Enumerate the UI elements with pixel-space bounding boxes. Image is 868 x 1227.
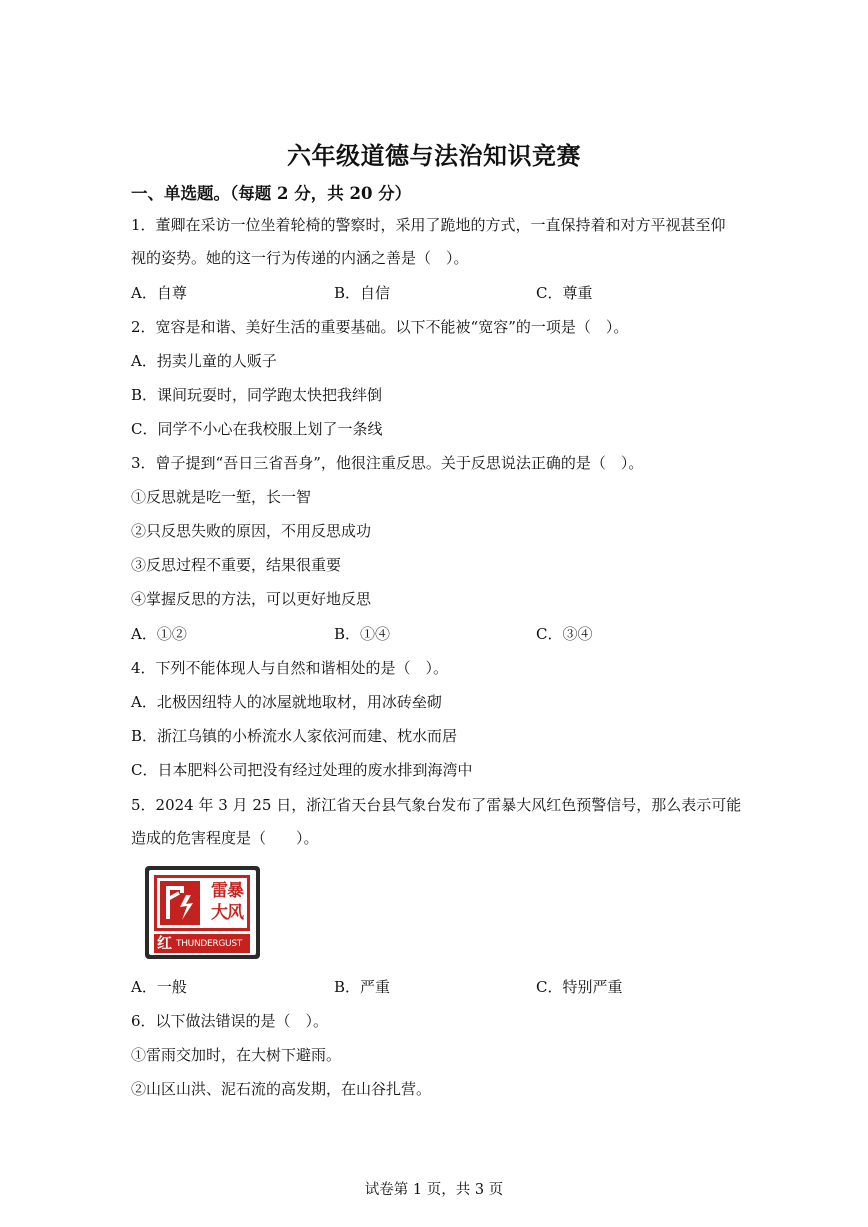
q3-option-c: C．③④: [536, 625, 593, 643]
q4-option-c: C．日本肥料公司把没有经过处理的废水排到海湾中: [131, 761, 473, 779]
sign-english-text: THUNDERGUST: [176, 939, 242, 949]
sign-bottom-band: [154, 934, 250, 953]
page-footer: 试卷第 1 页，共 3 页: [364, 1182, 504, 1198]
q5-stem-line1: 5．2024 年 3 月 25 日，浙江省天台县气象台发布了雷暴大风红色预警信号，那么表示可能: [131, 796, 742, 814]
thunder-gust-warning-sign: [145, 866, 260, 959]
q5-option-b: B．严重: [334, 978, 391, 996]
q2-stem: 2．宽容是和谐、美好生活的重要基础。以下不能被“宽容”的一项是（ ）。: [131, 318, 629, 336]
q6-stem: 6．以下做法错误的是（ ）。: [131, 1012, 329, 1030]
section-heading: 一、单选题。（每题 2 分，共 20 分）: [131, 184, 412, 203]
sign-top-frame: [154, 875, 250, 931]
q2-option-c: C．同学不小心在我校服上划了一条线: [131, 420, 383, 438]
q3-statement-4: ④掌握反思的方法，可以更好地反思: [131, 590, 372, 608]
q5-option-c: C．特别严重: [536, 978, 623, 996]
page-title: 六年级道德与法治知识竞赛: [287, 141, 581, 170]
q3-statement-3: ③反思过程不重要，结果很重要: [131, 556, 342, 574]
q1-stem-line2: 视的姿势。她的这一行为传递的内涵之善是（ ）。: [131, 249, 469, 267]
q5-option-a: A．一般: [131, 978, 187, 996]
q3-option-a: A．①②: [131, 625, 187, 643]
sign-level-text: 红: [157, 934, 173, 952]
q1-option-a: A．自尊: [131, 284, 187, 302]
sign-panel: [149, 870, 256, 955]
q2-option-a: A．拐卖儿童的人贩子: [131, 352, 277, 370]
q1-option-c: C．尊重: [536, 284, 593, 302]
q3-statement-1: ①反思就是吃一堑，长一智: [131, 488, 312, 506]
q3-statement-2: ②只反思失败的原因，不用反思成功: [131, 522, 372, 540]
q2-option-b: B．课间玩耍时，同学跑太快把我绊倒: [131, 386, 383, 404]
q6-statement-2: ②山区山洪、泥石流的高发期，在山谷扎营。: [131, 1080, 432, 1098]
q4-option-b: B．浙江乌镇的小桥流水人家依河而建、枕水而居: [131, 727, 458, 745]
q4-option-a: A．北极因纽特人的冰屋就地取材，用冰砖垒砌: [131, 693, 442, 711]
q6-statement-1: ①雷雨交加时，在大树下避雨。: [131, 1046, 342, 1064]
q3-option-b: B．①④: [334, 625, 391, 643]
q5-stem-line2: 造成的危害程度是（ ）。: [131, 829, 319, 847]
q1-option-b: B．自信: [334, 284, 391, 302]
thunder-gust-icon: [160, 881, 200, 925]
sign-top-text: 雷暴大风: [211, 881, 243, 923]
q1-stem-line1: 1．董卿在采访一位坐着轮椅的警察时，采用了跪地的方式，一直保持着和对方平视甚至仰: [131, 216, 726, 234]
q3-stem: 3．曾子提到“吾日三省吾身”，他很注重反思。关于反思说法正确的是（ ）。: [131, 454, 644, 472]
q4-stem: 4．下列不能体现人与自然和谐相处的是（ ）。: [131, 659, 449, 677]
